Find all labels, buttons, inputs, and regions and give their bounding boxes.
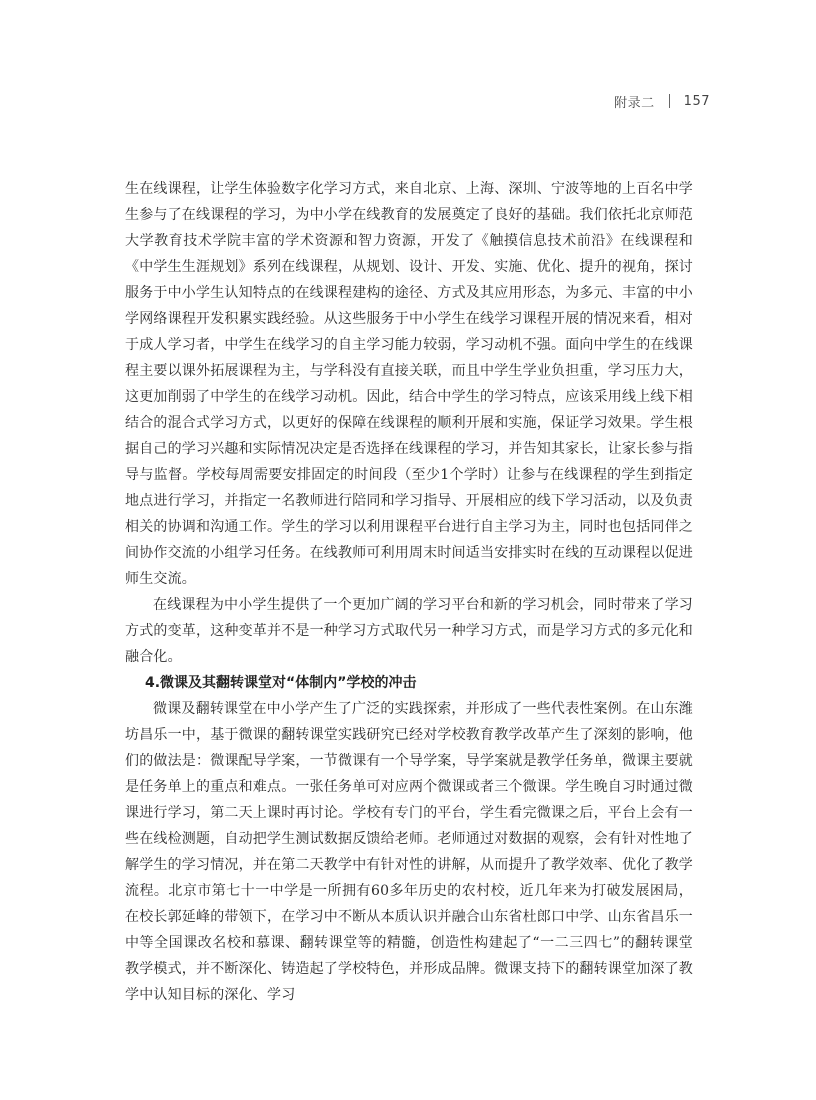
paragraph-2: 在线课程为中小学生提供了一个更加广阔的学习平台和新的学习机会，同时带来了学习方式的变革，这种变革并不是一种学习方式取代另一种学习方式，而是学习方式的多元化和融合化。 bbox=[125, 597, 693, 665]
section-title: 附录二 bbox=[614, 95, 655, 111]
running-header bbox=[614, 91, 710, 111]
paragraph-3: 微课及翻转课堂在中小学产生了广泛的实践探索，并形成了一些代表性案例。在山东潍坊昌乐一中，基于微课的翻转课堂实践研究已经对学校教育教学改革产生了深刻的影响，他们的做法是：微课配导学案，一节微课有一个导学案，导学案就是教学任务单，微课主要就是任务单上的重点和难点。一张任务单可对应两个微课或者三个微课。学生晚自习时通过微课进行学习，第二天上课时再讨论。学校有专门的平台，学生看完微课之后，平台上会有一些在线检测题，自动把学生测试数据反馈给老师。老师通过对数据的观察，会有针对性地了解学生的学习情况，并在第二天教学中有针对性的讲解，从而提升了教学效率、优化了教学流程。北京市第七十一中学是一所拥有60多年历史的农村校，近几年来为打破发展困局，在校长郭延峰的带领下，在学习中不断从本质认识并融合山东省杜郎口中学、山东省昌乐一中等全国课改名校和慕课、翻转课堂等的精髓，创造性构建起了“一二三四七”的翻转课堂教学模式，并不断深化、铸造起了学校特色，并形成品牌。微课支持下的翻转课堂加深了教学中认知目标的深化、学习 bbox=[125, 701, 693, 1003]
section-heading: 4.微课及其翻转课堂对“体制内”学校的冲击 bbox=[145, 675, 417, 691]
page-body bbox=[125, 176, 693, 1008]
paragraph-1: 生在线课程，让学生体验数字化学习方式，来自北京、上海、深圳、宁波等地的上百名中学生参与了在线课程的学习，为中小学在线教育的发展奠定了良好的基础。我们依托北京师范大学教育技术学院丰富的学术资源和智力资源，开发了《触摸信息技术前沿》在线课程和《中学生生涯规划》系列在线课程，从规划、设计、开发、实施、优化、提升的视角，探讨服务于中小学生认知特点的在线课程建构的途径、方式及其应用形态，为多元、丰富的中小学网络课程开发积累实践经验。从这些服务于中小学生在线学习课程开展的情况来看，相对于成人学习者，中学生在线学习的自主学习能力较弱，学习动机不强。面向中学生的在线课程主要以课外拓展课程为主，与学科没有直接关联，而且中学生学业负担重，学习压力大，这更加削弱了中学生的在线学习动机。因此，结合中学生的学习特点，应该采用线上线下相结合的混合式学习方式，以更好的保障在线课程的顺利开展和实施，保证学习效果。学生根据自己的学习兴趣和实际情况决定是否选择在线课程的学习，并告知其家长，让家长参与指导与监督。学校每周需要安排固定的时间段（至少1个学时）让参与在线课程的学生到指定地点进行学习，并指定一名教师进行陪同和学习指导、开展相应的线下学习活动，以及负责相关的协调和沟通工作。学生的学习以利用课程平台进行自主学习为主，同时也包括同伴之间协作交流的小组学习任务。在线教师可利用周末时间适当安排实时在线的互动课程以促进师生交流。 bbox=[125, 181, 693, 587]
header-divider bbox=[669, 94, 670, 108]
page-number: 157 bbox=[683, 93, 710, 109]
